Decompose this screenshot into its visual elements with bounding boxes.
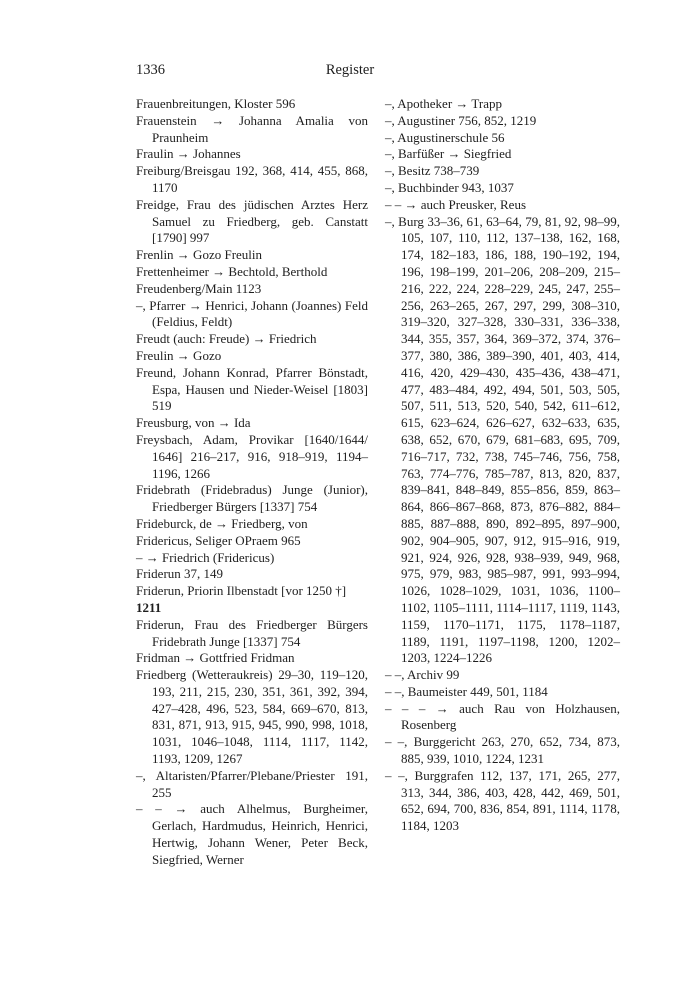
index-entry: Freiburg/Breisgau 192, 368, 414, 455, 868, 1170 [136, 163, 368, 195]
index-entry: Friderun, Priorin Ilbenstadt [vor 1250 †] [136, 583, 347, 599]
index-entry: –, Burg 33–36, 61, 63–64, 79, 81, 92, 98–99, 105, 107, 110, 112, 137–138, 162, 168, 174, 182–183, 186, 188, 190–192, 194, 196, 198–199, 201–206, 208–209, 215–216, 222, 224, 228–229, 245, 247, 255–256, 263–265, 267, 297, 299, 308–310, 319–320, 327–328, 330–331, 336–338, 344, 355, 357, 364, 369–372, 374, 376–377, 380, 386, 389–390, 401, 403, 414, 416, 420, 429–430, 435–436, 438–471, 477, 483–484, 492, 494, 501, 503, 505, 507, 511, 513, 520, 540, 542, 611–612, 615, 623–624, 626–627, 632–633, 635, 638, 652, 670, 679, 681–683, 695, 709, 716–717, 732, 738, 745–746, 756, 758, 763, 774–776, 785–787, 813, 820, 837, 839–841, 848–849, 855–856, 859, 863–864, 866–867–868, 873, 876–882, 884–885, 887–888, 890, 892–895, 897–900, 902, 904–905, 907, 912, 915–916, 919, 921, 924, 926, 928, 938–939, 949, 968, 975, 979, 983, 985–987, 991, 993–994, 1026, 1028–1029, 1031, 1036, 1100–1102, 1105–1111, 1114–1117, 1119, 1143, 1159, 1170–1171, 1175, 1178–1187, 1189, 1191, 1197–1198, 1200, 1202–1203, 1224–1226 [385, 213, 620, 666]
index-entry: Fraulin → Johannes [136, 146, 241, 162]
index-entry: Fridericus, Seliger OPraem 965 [136, 532, 301, 548]
index-column-right [385, 96, 620, 835]
page-number: 1336 [136, 62, 165, 78]
index-entry: Freysbach, Adam, Provikar [1640/1644/ 1646] 216–217, 916, 918–919, 1194– 1196, 1266 [136, 431, 368, 481]
index-entry: – –, Archiv 99 [385, 667, 460, 683]
index-entry: Freusburg, von → Ida [136, 415, 251, 431]
index-entry: –, Augustiner 756, 852, 1219 [385, 112, 537, 128]
index-entry: Freidge, Frau des jüdischen Arztes Herz Samuel zu Friedberg, geb. Canstatt [1790] 997 [136, 196, 368, 246]
index-entry: –, Apotheker → Trapp [385, 96, 502, 111]
index-entry: – –, Burggrafen 112, 137, 171, 265, 277, 313, 344, 386, 403, 428, 442, 469, 501, 652, 694, 700, 836, 854, 891, 1114, 1178, 1184, 1203 [385, 767, 620, 834]
index-entry: Frauenbreitungen, Kloster 596 [136, 96, 296, 111]
index-entry: –, Augustinerschule 56 [385, 129, 505, 145]
index-entry: – –, Burggericht 263, 270, 652, 734, 873, 885, 939, 1010, 1224, 1231 [385, 734, 620, 767]
index-entry: –, Altaristen/Pfarrer/Plebane/Priester 191, 255 [136, 767, 368, 800]
index-entry: Freudenberg/Main 1123 [136, 280, 262, 296]
index-entry: –, Pfarrer → Henrici, Johann (Joannes) Feld (Feldius, Feldt) [136, 297, 368, 330]
index-entry: Frettenheimer → Bechtold, Berthold [136, 263, 328, 279]
index-entry: –, Besitz 738–739 [385, 163, 480, 179]
index-entry: Freudt (auch: Freude) → Friedrich [136, 331, 317, 347]
index-entry: – – – → auch Rau von Holzhausen, Rosenberg [385, 700, 620, 733]
index-entry: –, Buchbinder 943, 1037 [385, 179, 514, 195]
index-entry: Frenlin → Gozo Freulin [136, 247, 263, 263]
index-entry: Frideburck, de → Friedberg, von [136, 515, 308, 531]
index-entry: Freund, Johann Konrad, Pfarrer Bönstadt, Espa, Hausen und Nieder-Weisel [1803] 519 [136, 364, 368, 414]
index-entry: Friedberg (Wetteraukreis) 29–30, 119–120, 193, 211, 215, 230, 351, 361, 392, 394, 427–428, 496, 523, 584, 669–670, 813, 831, 871, 913, 915, 945, 990, 998, 1018, 1031, 1046–1048, 1114, 1117, 1142, 1193, 1209, 1267 [136, 667, 368, 767]
index-entry: Fridman → Gottfried Fridman [136, 650, 295, 666]
index-entry: – → Friedrich (Fridericus) [136, 549, 275, 565]
index-entry: – – → auch Preusker, Reus [385, 196, 527, 212]
index-entry: –, Barfüßer → Siegfried [385, 146, 512, 162]
index-entry: – –, Baumeister 449, 501, 1184 [385, 683, 548, 699]
running-head: Register [325, 62, 375, 78]
index-entry: Fridebrath (Fridebradus) Junge (Junior), Friedberger Bürgers [1337] 754 [136, 482, 368, 515]
index-entry: Frauenstein → Johanna Amalia von Praunheim [136, 112, 368, 145]
index-entry: Friderun, Frau des Friedberger Bürgers Fridebrath Junge [1337] 754 [136, 616, 368, 649]
index-column-left [136, 96, 368, 869]
index-entry: – – → auch Alhelmus, Burgheimer, Gerlach, Hardmudus, Heinrich, Henrici, Hertwig, Johann Wener, Peter Beck, Siegfried, Werner [136, 801, 368, 867]
index-entry: Freulin → Gozo [136, 347, 222, 363]
index-entry-page: 1211 [136, 599, 162, 615]
index-entry: Friderun 37, 149 [136, 566, 224, 582]
